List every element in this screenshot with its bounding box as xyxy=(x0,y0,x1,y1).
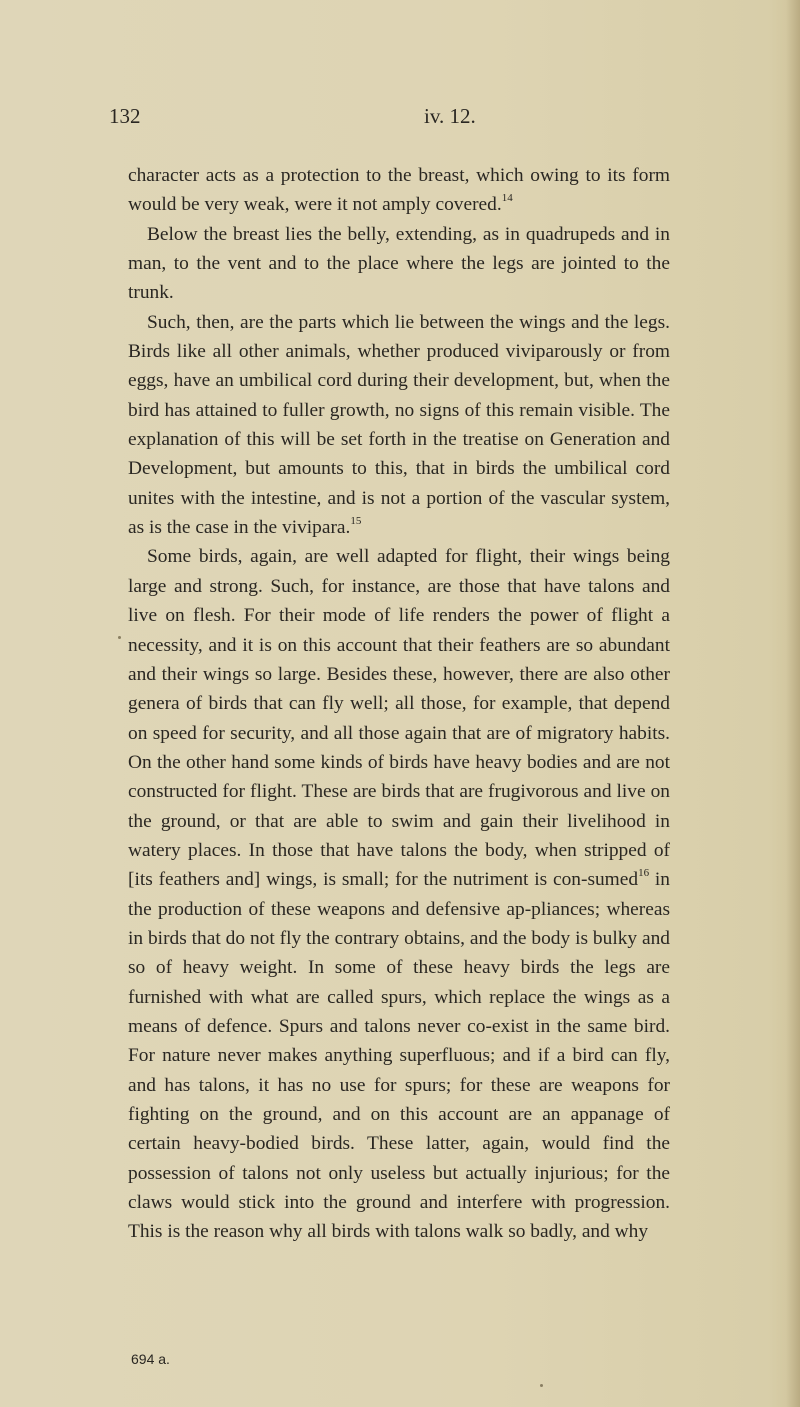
paragraph-text: character acts as a protection to the breast, which owing to its form would be very weak, were it not amply covered. xyxy=(128,165,670,216)
section-reference: iv. 12. xyxy=(424,104,476,128)
signature-mark: 694 a. xyxy=(131,1351,170,1367)
paragraph-text: Some birds, again, are well adapted for flight, their wings being large and strong. Such, for instance, are those that have talons and live on flesh. For their mode of life renders the power of flight a necessity, and it is on this account that their feathers are so abundant and their wings so large. Besides these, however, there are also other genera of birds that can fly well; all those, for example, that depend on speed for security, and all those again that are of migratory habits. On the other hand some kinds of birds have heavy bodies and are not constructed for flight. These are birds that are frugivorous and live on the ground, or that are able to swim and gain their livelihood in watery places. In those that have talons the body, when stripped of [its feathers and] wings, is small; for the nutriment is con-sumed xyxy=(128,546,670,891)
running-header xyxy=(0,104,800,134)
paper-speck xyxy=(118,636,121,639)
paper-speck xyxy=(540,1384,543,1387)
paragraph-text-continued: in the production of these weapons and defensive ap-pliances; whereas in birds that do not fly the contrary obtains, and the body is bulky and so of heavy weight. In some of these heavy birds the legs are furnished with what are called spurs, which replace the wings as a means of defence. Spurs and talons never co-exist in the same bird. For nature never makes anything superfluous; and if a bird can fly, and has talons, it has no use for spurs; for these are weapons for fighting on the ground, and on this account are an appanage of certain heavy-bodied birds. These latter, again, would find the possession of talons not only useless but actually injurious; for the claws would stick into the ground and interfere with progression. This is the reason why all birds with talons walk so badly, and why xyxy=(128,869,670,1243)
page-number: 132 xyxy=(109,104,141,128)
body-text xyxy=(128,161,670,1247)
footnote-marker: 14 xyxy=(501,192,513,205)
paragraph-text: Below the breast lies the belly, extending, as in quadrupeds and in man, to the vent and to the place where the legs are jointed to the trunk. xyxy=(128,223,670,304)
footnote-marker: 16 xyxy=(638,867,650,880)
footnote-marker: 15 xyxy=(350,515,362,528)
paragraph-text: Such, then, are the parts which lie between the wings and the legs. Birds like all other animals, whether produced viviparously or from eggs, have an umbilical cord during their development, but, when the bird has attained to fuller growth, no signs of this remain visible. The explanation of this will be set forth in the treatise on Generation and Development, but amounts to this, that in birds the umbilical cord unites with the intestine, and is not a portion of the vascular system, as is the case in the vivipara. xyxy=(128,311,670,539)
page-edge-shadow xyxy=(786,0,800,1407)
paragraph xyxy=(128,308,670,543)
paragraph xyxy=(128,220,670,308)
paragraph xyxy=(128,542,670,1246)
paragraph xyxy=(128,161,670,220)
